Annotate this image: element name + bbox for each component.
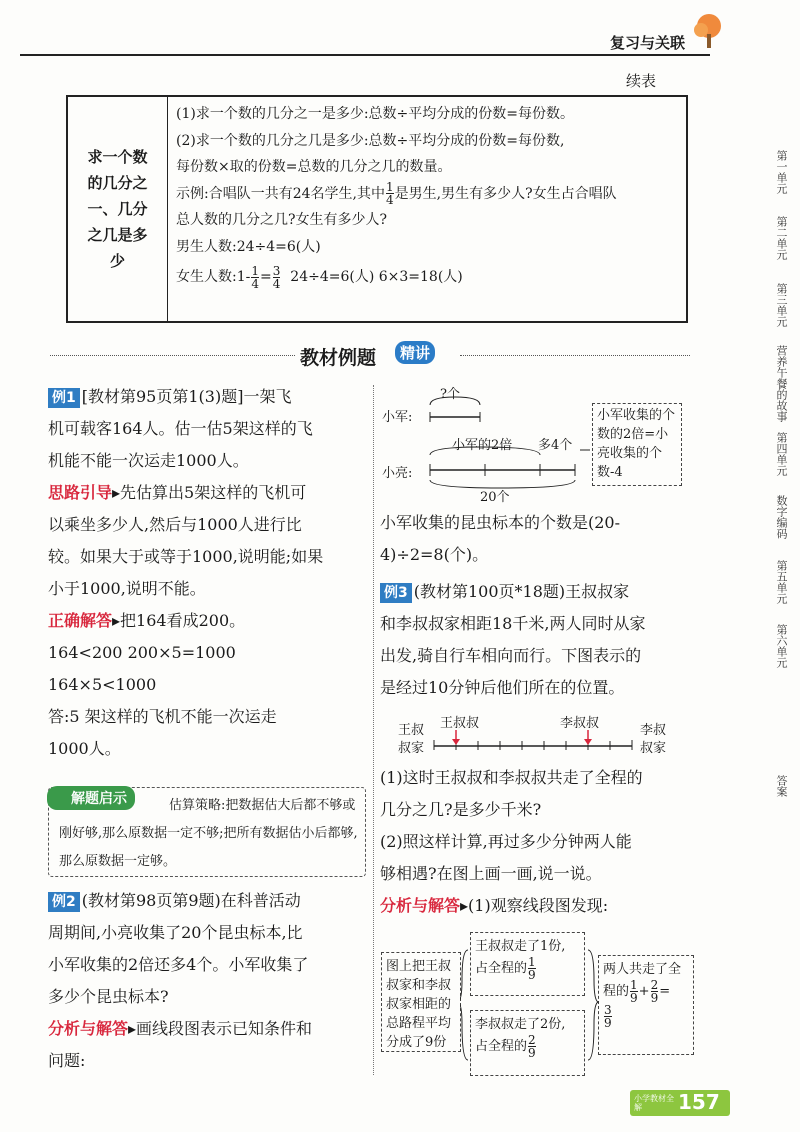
example-badge: 例2 (48, 892, 80, 912)
book-tag: 小学教材全解 (634, 1094, 674, 1112)
column-divider (373, 385, 374, 1075)
example-3-questions: (1)这时王叔叔和李叔叔共走了全程的 几分之几?是多少千米? (2)照这样计算,再过多少分钟两人能 够相遇?在图上画一画,说一说。 分析与解答▸(1)观察线段图发现: (380, 768, 643, 915)
sidebar-answers[interactable]: 答案 (775, 775, 788, 797)
diagram-label-xl: 小亮: (382, 466, 413, 481)
diagram-label-xj: 小军: (382, 410, 413, 425)
relation-box: 小军收集的个数的2倍=小亮收集的个数-4 (592, 403, 682, 486)
answer-label: 正确解答 (48, 611, 113, 630)
section-title: 教材例题 (300, 347, 377, 369)
diagram-total: 20个 (480, 490, 510, 505)
diagram-question: ?个 (440, 387, 460, 402)
sidebar-unit-6[interactable]: 第六单元 (775, 624, 788, 668)
example-badge: 例1 (48, 388, 80, 408)
sidebar-digital-code[interactable]: 数字编码 (775, 495, 788, 539)
segment-diagram (420, 395, 590, 495)
tip-text: 估算策略:把数据估大后都不够或刚好够,那么原数据一定不够;把所有数据估小后都够,那么原数据一定够。 (59, 798, 358, 869)
brace-connectors (460, 940, 600, 1070)
tree-icon (692, 12, 726, 48)
page-number: 157 (678, 1090, 720, 1114)
summary-table (66, 95, 688, 323)
diagram-double: 小军的2倍 (452, 438, 513, 453)
li-home-label: 李叔叔家 (640, 723, 667, 756)
fraction: $\frac{1}{4}$ (385, 180, 394, 207)
table-topic: 求一个数的几分之一、几分之几是多少 (68, 97, 168, 321)
example-3: 例3 (教材第100页*18题)王叔叔家 和李叔叔家相距18千米,两人同时从家 出发,骑自行车相向而行。下图表示的 是经过10分钟后他们所在的位置。 (380, 582, 646, 697)
analysis-left-box: 图上把王叔叔家和李叔叔家相距的总路程平均分成了9份 (381, 952, 461, 1052)
analysis-li-box: 李叔叔走了2份, 占全程的 $\frac{2}{9}$ (470, 1010, 585, 1076)
header-rule (20, 54, 710, 56)
answer-label: 分析与解答 (380, 896, 461, 915)
diagram-more: 多4个 (538, 438, 573, 453)
li-label: 李叔叔 (560, 716, 600, 731)
example-2-result: 小军收集的昆虫标本的个数是(20- 4)÷2=8(个)。 (380, 513, 621, 564)
continued-label: 续表 (626, 72, 657, 90)
example-badge: 例3 (380, 583, 412, 603)
tip-label: 解题启示 (47, 786, 135, 810)
sidebar-unit-5[interactable]: 第五单元 (775, 560, 788, 604)
sidebar-unit-4[interactable]: 第四单元 (775, 432, 788, 476)
header-title: 复习与关联 (610, 34, 686, 52)
divider (460, 355, 690, 356)
distance-line (432, 730, 636, 754)
divider (50, 355, 295, 356)
example-2: 例2 (教材第98页第9题)在科普活动 周期间,小亮收集了20个昆虫标本,比 小军收集的2倍还多4个。小军收集了 多少个昆虫标本? 分析与解答▸画线段图表示已知条件和 问题: (48, 891, 313, 1070)
hint-label: 思路引导 (48, 483, 113, 502)
wang-home-label: 王叔叔家 (398, 723, 425, 756)
section-badge: 精讲 (395, 341, 435, 364)
answer-label: 分析与解答 (48, 1019, 129, 1038)
analysis-wang-box: 王叔叔走了1份, 占全程的 $\frac{1}{9}$ (470, 932, 585, 996)
wang-label: 王叔叔 (440, 716, 480, 731)
table-content: (1)求一个数的几分之一是多少:总数÷平均分成的份数=每份数。 (2)求一个数的几分之几是多少:总数÷平均分成的份数=每份数, 每份数×取的份数=总数的几分之几的数量。 示例:合唱队一共有24名学生,其中 $\frac{1}{4}$ 是男生,男生有多少人?女生占合唱队 总人数的几分之几?女生有多少人? 男生人数:24÷4=6(人) 女生人数:1- $\frac{1}{4}$ = $\frac{3}{4}$ 24÷4=6(人) 6×3=18(人) (176, 106, 617, 291)
sidebar-lunch-story[interactable]: 营养午餐的故事 (775, 345, 788, 422)
analysis-result-box: 两人共走了全 程的 $\frac{1}{9}$ + $\frac{2}{9}$ = $\frac{3}{9}$ (598, 955, 694, 1055)
sidebar-unit-1[interactable]: 第一单元 (775, 150, 788, 194)
tip-box (48, 787, 366, 877)
sidebar-unit-3[interactable]: 第三单元 (775, 283, 788, 327)
example-1: 例1 [教材第95页第1(3)题]一架飞 机可载客164人。估一估5架这样的飞 机能不能一次运走1000人。 思路引导▸先估算出5架这样的飞机可 以乘坐多少人,然后与1000人进行比 较。如果大于或等于1000,说明能;如果 小于1000,说明不能。 正确解答▸把164看成200。 164<200 200×5=1000 164×5<1000 答:5 架这样的飞机不能一次运走 1000人。 (48, 387, 324, 758)
sidebar-unit-2[interactable]: 第二单元 (775, 216, 788, 260)
